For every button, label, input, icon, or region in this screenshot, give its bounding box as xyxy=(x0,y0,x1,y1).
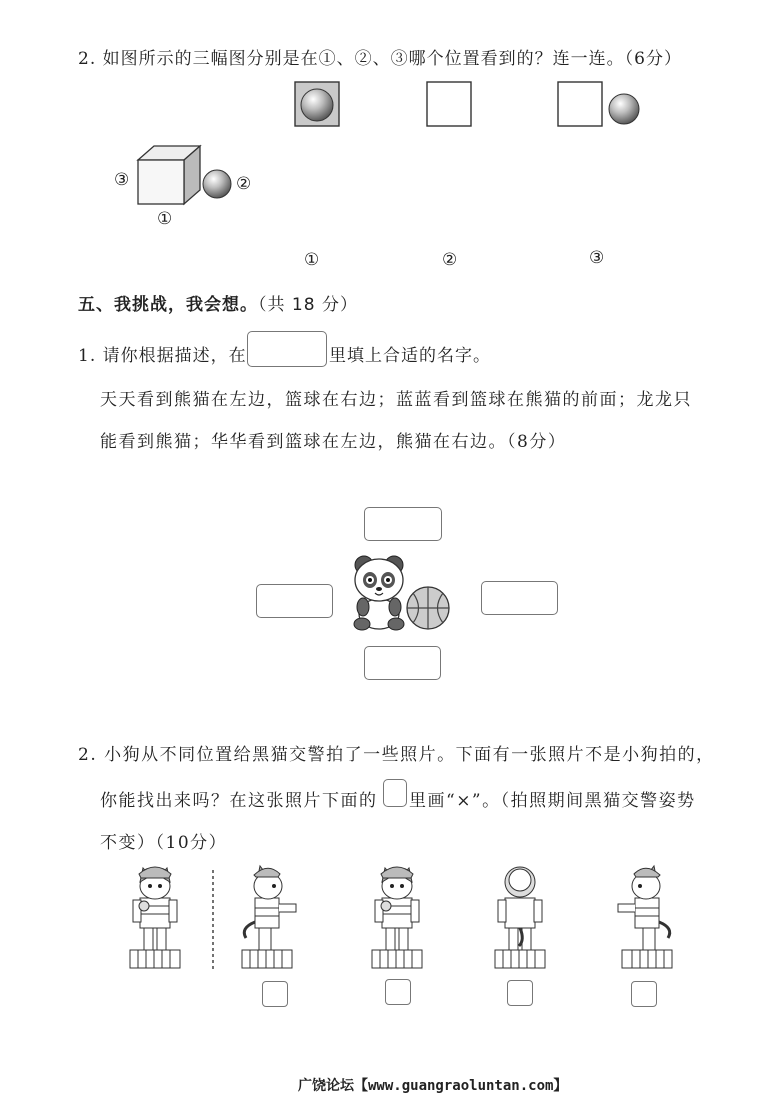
view-1-figure xyxy=(295,82,339,126)
question-1-description-line-2: 能看到熊猫；华华看到篮球在左边，熊猫在右边。（8分） xyxy=(100,432,567,452)
option-label-3: ③ xyxy=(589,248,605,268)
photo-4-checkbox[interactable] xyxy=(631,981,657,1007)
view-options-figures xyxy=(290,80,650,132)
photo-1-checkbox[interactable] xyxy=(262,981,288,1007)
basketball-icon xyxy=(407,587,449,629)
section-5-title: 五、我挑战，我会想。 xyxy=(78,295,258,315)
inline-check-box xyxy=(383,779,407,807)
footer xyxy=(298,1075,567,1095)
photo-3 xyxy=(495,867,545,968)
question-2-line-1: 2. 小狗从不同位置给黑猫交警拍了一些照片。下面有一张照片不是小狗拍的， xyxy=(78,745,715,765)
section-5-score: （共 18 分） xyxy=(258,295,358,315)
question-2-line-2-suffix: 里画“×”。（拍照期间黑猫交警姿势 xyxy=(409,791,696,811)
section-5-heading xyxy=(78,290,358,315)
answer-box-right[interactable] xyxy=(481,581,558,615)
police-cat-photos xyxy=(120,862,690,974)
answer-box-top[interactable] xyxy=(364,507,442,541)
photo-2-checkbox[interactable] xyxy=(385,979,411,1005)
option-label-2: ② xyxy=(442,250,458,270)
panda-icon xyxy=(354,556,404,630)
photo-1 xyxy=(242,866,296,968)
question-2-top: 2. 如图所示的三幅图分别是在①、②、③哪个位置看到的？连一连。（6分） xyxy=(78,49,682,69)
reference-photo xyxy=(130,867,180,968)
answer-box-left[interactable] xyxy=(256,584,333,618)
footer-url[interactable]: 【www.guangraoluntan.com】 xyxy=(354,1078,568,1094)
panda-basketball-figure xyxy=(350,552,452,632)
position-label-2: ② xyxy=(236,174,252,194)
question-1-prompt-prefix: 1. 请你根据描述，在 xyxy=(78,346,247,366)
question-2-line-2-prefix: 你能找出来吗？在这张照片下面的 xyxy=(100,791,378,811)
option-label-1: ① xyxy=(304,250,320,270)
inline-blank-box xyxy=(247,331,327,367)
question-1-prompt-suffix: 里填上合适的名字。 xyxy=(329,346,491,366)
cube-ball-scene xyxy=(134,142,234,208)
photo-4 xyxy=(618,866,672,968)
answer-box-bottom[interactable] xyxy=(364,646,441,680)
view-3-figure xyxy=(558,82,639,126)
position-label-3: ③ xyxy=(114,170,130,190)
photo-3-checkbox[interactable] xyxy=(507,980,533,1006)
question-2-line-3: 不变）（10分） xyxy=(100,833,228,853)
question-1-description-line-1: 天天看到熊猫在左边，篮球在右边；蓝蓝看到篮球在熊猫的前面；龙龙只 xyxy=(100,390,692,410)
view-2-figure xyxy=(427,82,471,126)
photo-2 xyxy=(372,867,422,968)
position-label-1: ① xyxy=(157,209,173,229)
footer-site: 广饶论坛 xyxy=(298,1078,354,1094)
